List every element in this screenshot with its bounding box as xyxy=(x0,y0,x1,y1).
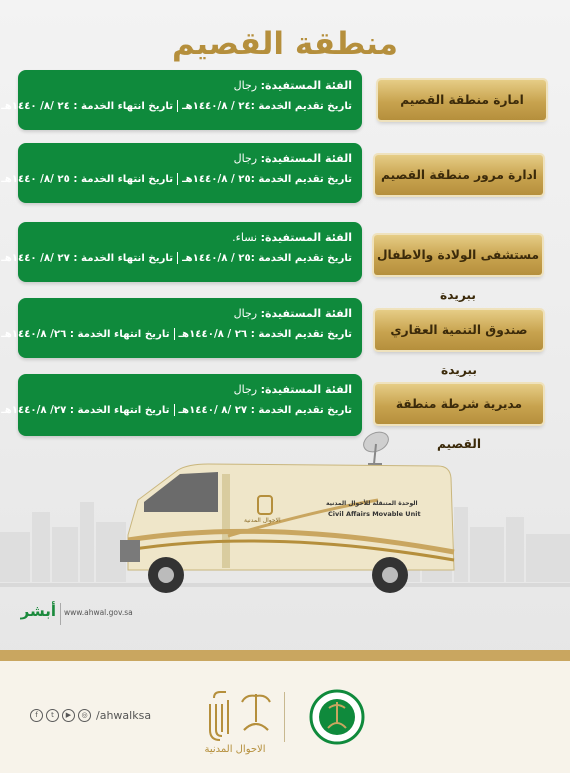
instagram-icon[interactable]: ◎ xyxy=(78,709,91,722)
start-date: تاريخ تقديم الخدمة :٢٥ / ١٤٤٠/٨هـ xyxy=(182,253,352,264)
service-details-card xyxy=(1,222,362,282)
end-date: تاريخ انتهاء الخدمة : ٢٧/ ١٤٤٠/٨هـ xyxy=(1,405,170,416)
dates-line xyxy=(1,99,352,114)
facebook-icon[interactable]: f xyxy=(30,709,43,722)
end-date: تاريخ انتهاء الخدمة : ٢٤ /٨/ ١٤٤٠هـ xyxy=(1,101,174,112)
footer-divider xyxy=(284,692,285,742)
twitter-icon[interactable]: t xyxy=(46,709,59,722)
end-date: تاريخ انتهاء الخدمة : ٢٧ /٨/ ١٤٤٠هـ xyxy=(1,253,174,264)
beneficiary-line xyxy=(26,151,352,166)
beneficiary-label: الفئة المستفيدة: xyxy=(260,307,352,320)
beneficiary-label: الفئة المستفيدة: xyxy=(260,231,352,244)
dates-line xyxy=(1,172,352,187)
end-date: تاريخ انتهاء الخدمة : ٢٥ /٨/ ١٤٤٠هـ xyxy=(1,174,174,185)
end-date: تاريخ انتهاء الخدمة : ٢٦/ ١٤٤٠/٨هـ xyxy=(1,329,170,340)
service-details-card xyxy=(1,374,362,436)
dates-line xyxy=(1,403,352,418)
beneficiary-line xyxy=(26,306,352,321)
service-row xyxy=(0,143,570,213)
van-label-arabic: الوحدة المتنقلة للأحوال المدنية xyxy=(326,500,418,507)
civil-affairs-van xyxy=(118,440,458,600)
gold-band xyxy=(0,650,570,661)
social-links xyxy=(30,706,151,724)
divider xyxy=(60,603,61,625)
ahwal-logo-text: الاحوال المدنية xyxy=(204,744,266,755)
location-badge: امارة منطقة القصيم xyxy=(378,80,546,120)
van-ahwal-logo-text: الاحوال المدنية xyxy=(244,517,281,524)
absher-logo: أبشر xyxy=(20,602,56,620)
ministry-emblem-icon xyxy=(308,688,366,750)
beneficiary-line xyxy=(26,382,352,397)
palm-swords-icon xyxy=(236,690,276,736)
page-title: منطقة القصيم xyxy=(171,26,399,62)
beneficiary-value: نساء. xyxy=(232,231,261,244)
date-separator xyxy=(174,404,175,416)
beneficiary-value: رجال xyxy=(233,307,261,320)
location-badge: ادارة مرور منطقة القصيم xyxy=(375,155,543,195)
location-badge: مستشفى الولادة والاطفال ببريدة xyxy=(374,235,542,275)
beneficiary-label: الفئة المستفيدة: xyxy=(260,383,352,396)
dates-line xyxy=(1,327,352,342)
beneficiary-label: الفئة المستفيدة: xyxy=(260,152,352,165)
beneficiary-value: رجال xyxy=(233,383,261,396)
youtube-icon[interactable]: ▶ xyxy=(62,709,75,722)
van-label-english: Civil Affairs Movable Unit xyxy=(328,510,421,518)
start-date: تاريخ تقديم الخدمة : ٢٧ /٨ /١٤٤٠هـ xyxy=(178,405,352,416)
start-date: تاريخ تقديم الخدمة :٢٤ / ١٤٤٠/٨هـ xyxy=(182,101,352,112)
start-date: تاريخ تقديم الخدمة : ٢٦ / ١٤٤٠/٨هـ xyxy=(178,329,352,340)
location-badge: مديرية شرطة منطقة القصيم xyxy=(375,384,543,424)
service-details-card xyxy=(1,143,362,203)
service-row xyxy=(0,70,570,140)
beneficiary-line xyxy=(26,230,352,245)
social-handle[interactable]: /ahwalksa xyxy=(96,708,152,722)
date-separator xyxy=(177,100,178,112)
service-details-card xyxy=(1,70,362,130)
beneficiary-label: الفئة المستفيدة: xyxy=(260,79,352,92)
service-row xyxy=(0,298,570,377)
date-separator xyxy=(174,328,175,340)
service-details-card xyxy=(1,298,362,358)
service-row xyxy=(0,222,570,302)
service-row xyxy=(0,374,570,451)
dates-line xyxy=(1,251,352,266)
beneficiary-line xyxy=(26,78,352,93)
start-date: تاريخ تقديم الخدمة :٢٥ / ١٤٤٠/٨هـ xyxy=(182,174,352,185)
beneficiary-value: رجال xyxy=(233,79,261,92)
location-badge: صندوق التنمية العقاري ببريدة xyxy=(375,310,543,350)
beneficiary-value: رجال xyxy=(233,152,261,165)
date-separator xyxy=(177,173,178,185)
date-separator xyxy=(177,252,178,264)
website-link[interactable]: www.ahwal.gov.sa xyxy=(64,608,133,617)
